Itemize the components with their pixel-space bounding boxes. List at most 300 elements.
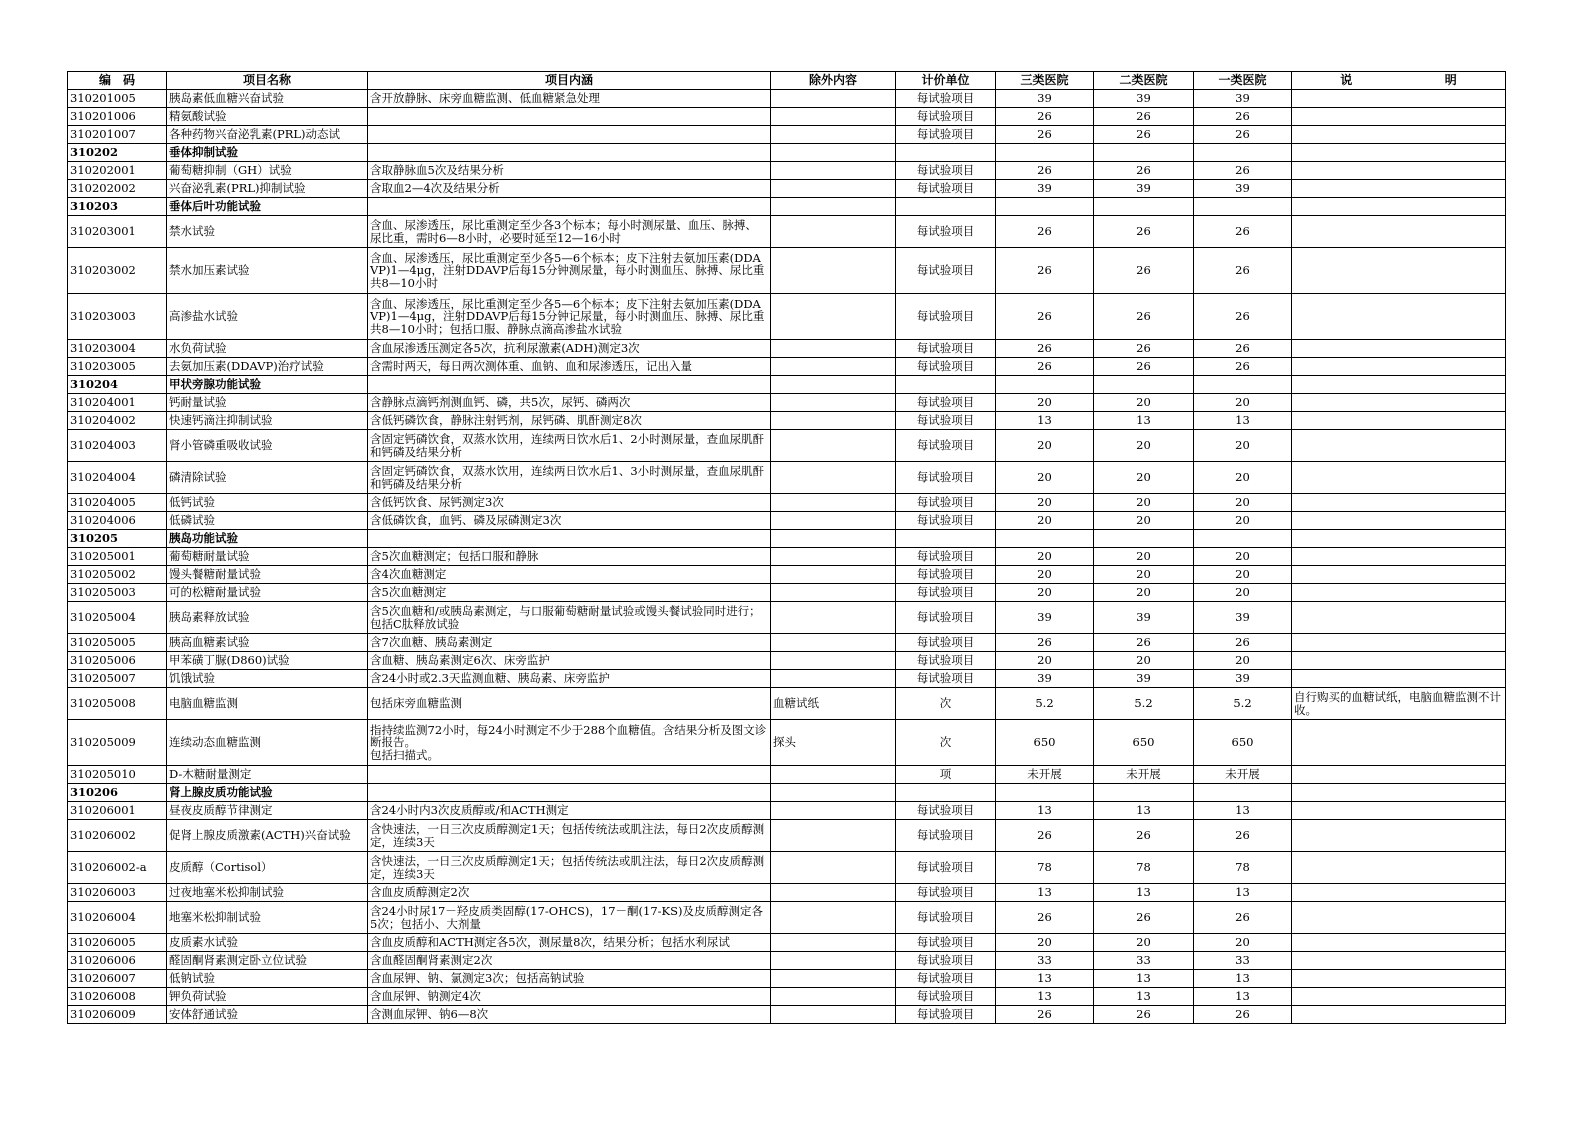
cell-code: 310205001 (68, 548, 167, 566)
cell-name: 醛固酮肾素测定卧立位试验 (167, 952, 368, 970)
header-class1-hospital: 一类医院 (1194, 72, 1292, 90)
cell-note (1292, 952, 1506, 970)
table-row (68, 494, 1506, 512)
cell-class2-price: 13 (1094, 802, 1194, 820)
empty-cell (1094, 144, 1194, 162)
cell-content: 含5次血糖和/或胰岛素测定，与口服葡萄糖耐量试验或馒头餐试验同时进行；包括C肽释放试验 (368, 602, 771, 634)
table-row (68, 584, 1506, 602)
cell-class1-price: 39 (1194, 670, 1292, 688)
cell-code: 310205007 (68, 670, 167, 688)
cell-except (771, 766, 896, 784)
cell-class3-price: 26 (996, 340, 1094, 358)
cell-name: 低磷试验 (167, 512, 368, 530)
cell-unit: 每试验项目 (896, 494, 996, 512)
cell-unit: 每试验项目 (896, 566, 996, 584)
cell-except (771, 584, 896, 602)
cell-class1-price: 20 (1194, 934, 1292, 952)
cell-note (1292, 634, 1506, 652)
table-body (68, 90, 1506, 1024)
cell-content (368, 108, 771, 126)
cell-class2-price: 39 (1094, 670, 1194, 688)
cell-class3-price: 5.2 (996, 688, 1094, 720)
cell-class1-price: 20 (1194, 394, 1292, 412)
empty-cell (896, 144, 996, 162)
cell-except: 血糖试纸 (771, 688, 896, 720)
empty-cell (996, 784, 1094, 802)
cell-except (771, 340, 896, 358)
cell-class1-price: 20 (1194, 462, 1292, 494)
cell-code: 310204002 (68, 412, 167, 430)
cell-content: 含开放静脉、床旁血糖监测、低血糖紧急处理 (368, 90, 771, 108)
cell-name: 地塞米松抑制试验 (167, 902, 368, 934)
cell-note (1292, 358, 1506, 376)
cell-class1-price: 650 (1194, 720, 1292, 766)
cell-code: 310203003 (68, 294, 167, 340)
cell-class2-price: 650 (1094, 720, 1194, 766)
cell-class3-price: 20 (996, 494, 1094, 512)
cell-name: 甲苯磺丁脲(D860)试验 (167, 652, 368, 670)
cell-note (1292, 652, 1506, 670)
cell-class2-price: 13 (1094, 970, 1194, 988)
table-row (68, 602, 1506, 634)
cell-class2-price: 26 (1094, 358, 1194, 376)
cell-class1-price: 26 (1194, 162, 1292, 180)
cell-class1-price: 39 (1194, 90, 1292, 108)
cell-content: 含血、尿渗透压，尿比重测定至少各5—6个标本；皮下注射去氨加压素(DDAVP)1—4μg，注射DDAVP后每15分钟记尿量，每小时测血压、脉搏、尿比重共8—10小时；包括口服、静脉点滴高渗盐水试验 (368, 294, 771, 340)
cell-unit: 每试验项目 (896, 340, 996, 358)
cell-except (771, 884, 896, 902)
cell-class2-price: 26 (1094, 294, 1194, 340)
cell-unit: 每试验项目 (896, 162, 996, 180)
cell-class2-price: 20 (1094, 512, 1194, 530)
cell-except (771, 512, 896, 530)
cell-name: 连续动态血糖监测 (167, 720, 368, 766)
cell-note (1292, 340, 1506, 358)
table-row (68, 720, 1506, 766)
cell-code: 310205002 (68, 566, 167, 584)
cell-unit: 项 (896, 766, 996, 784)
cell-unit: 每试验项目 (896, 394, 996, 412)
table-row (68, 90, 1506, 108)
cell-class3-price: 26 (996, 216, 1094, 248)
empty-cell (368, 376, 771, 394)
cell-class3-price: 78 (996, 852, 1094, 884)
cell-content: 含固定钙磷饮食，双蒸水饮用，连续两日饮水后1、2小时测尿量，查血尿肌酐和钙磷及结果分析 (368, 430, 771, 462)
cell-note (1292, 462, 1506, 494)
cell-code: 310206007 (68, 970, 167, 988)
table-row (68, 820, 1506, 852)
cell-note (1292, 548, 1506, 566)
cell-except (771, 852, 896, 884)
cell-class3-price: 26 (996, 1006, 1094, 1024)
cell-name: 促肾上腺皮质激素(ACTH)兴奋试验 (167, 820, 368, 852)
cell-unit: 每试验项目 (896, 248, 996, 294)
header-name: 项目名称 (167, 72, 368, 90)
cell-class2-price: 26 (1094, 216, 1194, 248)
cell-unit: 每试验项目 (896, 670, 996, 688)
table-row (68, 358, 1506, 376)
table-row (68, 216, 1506, 248)
cell-content: 含取血2—4次及结果分析 (368, 180, 771, 198)
table-row (68, 394, 1506, 412)
section-row (68, 530, 1506, 548)
cell-class3-price: 20 (996, 462, 1094, 494)
cell-note (1292, 584, 1506, 602)
cell-class1-price: 26 (1194, 902, 1292, 934)
cell-class1-price: 13 (1194, 802, 1292, 820)
cell-class3-price: 20 (996, 934, 1094, 952)
cell-name: 水负荷试验 (167, 340, 368, 358)
cell-class3-price: 39 (996, 180, 1094, 198)
empty-cell (996, 144, 1094, 162)
cell-unit: 每试验项目 (896, 126, 996, 144)
cell-except (771, 602, 896, 634)
cell-class3-price: 13 (996, 412, 1094, 430)
cell-unit: 每试验项目 (896, 358, 996, 376)
empty-cell (1094, 376, 1194, 394)
cell-class3-price: 20 (996, 584, 1094, 602)
header-row (68, 72, 1506, 90)
cell-code: 310204005 (68, 494, 167, 512)
cell-content (368, 126, 771, 144)
cell-except (771, 294, 896, 340)
cell-name: 饥饿试验 (167, 670, 368, 688)
empty-cell (771, 530, 896, 548)
empty-cell (771, 144, 896, 162)
cell-class1-price: 33 (1194, 952, 1292, 970)
cell-class1-price: 39 (1194, 602, 1292, 634)
section-code: 310203 (68, 198, 167, 216)
cell-name: 过夜地塞米松抑制试验 (167, 884, 368, 902)
table-row (68, 652, 1506, 670)
cell-class1-price: 13 (1194, 412, 1292, 430)
table-row (68, 430, 1506, 462)
empty-cell (368, 198, 771, 216)
cell-class3-price: 26 (996, 634, 1094, 652)
cell-name: 高渗盐水试验 (167, 294, 368, 340)
cell-except (771, 430, 896, 462)
section-title: 垂体抑制试验 (167, 144, 368, 162)
cell-unit: 每试验项目 (896, 512, 996, 530)
cell-except (771, 216, 896, 248)
cell-code: 310205006 (68, 652, 167, 670)
cell-content: 含血、尿渗透压，尿比重测定至少各3个标本；每小时测尿量、血压、脉搏、尿比重，需时6—8小时，必要时延至12—16小时 (368, 216, 771, 248)
cell-name: 胰高血糖素试验 (167, 634, 368, 652)
cell-code: 310202002 (68, 180, 167, 198)
cell-unit: 每试验项目 (896, 90, 996, 108)
cell-unit: 每试验项目 (896, 970, 996, 988)
cell-unit: 每试验项目 (896, 216, 996, 248)
cell-except (771, 802, 896, 820)
cell-note (1292, 884, 1506, 902)
cell-class1-price: 20 (1194, 652, 1292, 670)
cell-class3-price: 26 (996, 902, 1094, 934)
cell-name: 胰岛素释放试验 (167, 602, 368, 634)
cell-name: 肾小管磷重吸收试验 (167, 430, 368, 462)
empty-cell (771, 198, 896, 216)
cell-code: 310206009 (68, 1006, 167, 1024)
cell-note (1292, 566, 1506, 584)
price-table (67, 71, 1506, 1024)
cell-unit: 次 (896, 720, 996, 766)
cell-except (771, 108, 896, 126)
cell-class1-price: 26 (1194, 634, 1292, 652)
cell-name: 兴奋泌乳素(PRL)抑制试验 (167, 180, 368, 198)
cell-class1-price: 20 (1194, 512, 1292, 530)
cell-class2-price: 13 (1094, 412, 1194, 430)
cell-note (1292, 180, 1506, 198)
table-row (68, 688, 1506, 720)
empty-cell (996, 530, 1094, 548)
cell-note (1292, 294, 1506, 340)
empty-cell (1194, 530, 1292, 548)
cell-class1-price: 20 (1194, 548, 1292, 566)
cell-class1-price: 26 (1194, 126, 1292, 144)
table-row (68, 952, 1506, 970)
cell-code: 310206002 (68, 820, 167, 852)
cell-except (771, 970, 896, 988)
table-row (68, 670, 1506, 688)
cell-note (1292, 602, 1506, 634)
empty-cell (1292, 784, 1506, 802)
cell-unit: 每试验项目 (896, 802, 996, 820)
cell-except (771, 180, 896, 198)
cell-unit: 每试验项目 (896, 584, 996, 602)
cell-name: 馒头餐糖耐量试验 (167, 566, 368, 584)
cell-name: 精氨酸试验 (167, 108, 368, 126)
cell-content: 含静脉点滴钙剂测血钙、磷，共5次，尿钙、磷两次 (368, 394, 771, 412)
cell-class3-price: 650 (996, 720, 1094, 766)
cell-note (1292, 934, 1506, 952)
cell-name: 昼夜皮质醇节律测定 (167, 802, 368, 820)
table-row (68, 462, 1506, 494)
cell-class2-price: 20 (1094, 652, 1194, 670)
cell-class1-price: 39 (1194, 180, 1292, 198)
cell-except (771, 90, 896, 108)
empty-cell (896, 376, 996, 394)
cell-content: 含血醛固酮肾素测定2次 (368, 952, 771, 970)
cell-content: 指持续监测72小时，每24小时测定不少于288个血糖值。含结果分析及图文诊断报告。 包括扫描式。 (368, 720, 771, 766)
cell-except: 探头 (771, 720, 896, 766)
cell-class3-price: 20 (996, 566, 1094, 584)
cell-class3-price: 13 (996, 884, 1094, 902)
cell-code: 310204001 (68, 394, 167, 412)
cell-class2-price: 20 (1094, 462, 1194, 494)
cell-content: 含血皮质醇和ACTH测定各5次，测尿量8次，结果分析；包括水利尿试 (368, 934, 771, 952)
empty-cell (368, 144, 771, 162)
cell-name: 禁水加压素试验 (167, 248, 368, 294)
cell-class1-price: 20 (1194, 584, 1292, 602)
cell-note (1292, 720, 1506, 766)
cell-class3-price: 39 (996, 90, 1094, 108)
cell-note (1292, 1006, 1506, 1024)
table-row (68, 512, 1506, 530)
cell-class1-price: 20 (1194, 430, 1292, 462)
cell-except (771, 126, 896, 144)
cell-name: 电脑血糖监测 (167, 688, 368, 720)
empty-cell (1292, 144, 1506, 162)
cell-except (771, 1006, 896, 1024)
cell-class2-price: 20 (1094, 584, 1194, 602)
cell-unit: 每试验项目 (896, 180, 996, 198)
table-row (68, 766, 1506, 784)
cell-class3-price: 20 (996, 394, 1094, 412)
header-note-char-2: 明 (1444, 73, 1457, 88)
empty-cell (996, 198, 1094, 216)
cell-class2-price: 26 (1094, 108, 1194, 126)
cell-except (771, 934, 896, 952)
header-unit: 计价单位 (896, 72, 996, 90)
cell-content: 含4次血糖测定 (368, 566, 771, 584)
cell-except (771, 394, 896, 412)
cell-name: 胰岛素低血糖兴奋试验 (167, 90, 368, 108)
cell-class3-price: 26 (996, 162, 1094, 180)
cell-except (771, 670, 896, 688)
cell-class2-price: 26 (1094, 902, 1194, 934)
cell-class2-price: 13 (1094, 988, 1194, 1006)
cell-class3-price: 26 (996, 294, 1094, 340)
table-row (68, 248, 1506, 294)
cell-class2-price: 26 (1094, 820, 1194, 852)
cell-class2-price: 26 (1094, 162, 1194, 180)
cell-class3-price: 39 (996, 602, 1094, 634)
cell-code: 310201006 (68, 108, 167, 126)
cell-content: 含测血尿钾、钠6—8次 (368, 1006, 771, 1024)
cell-class1-price: 26 (1194, 216, 1292, 248)
cell-code: 310202001 (68, 162, 167, 180)
cell-except (771, 634, 896, 652)
cell-unit: 每试验项目 (896, 820, 996, 852)
cell-code: 310205005 (68, 634, 167, 652)
cell-note (1292, 670, 1506, 688)
cell-class2-price: 20 (1094, 494, 1194, 512)
cell-class2-price: 20 (1094, 566, 1194, 584)
cell-code: 310205009 (68, 720, 167, 766)
cell-note (1292, 494, 1506, 512)
cell-note (1292, 852, 1506, 884)
cell-except (771, 652, 896, 670)
cell-class3-price: 13 (996, 802, 1094, 820)
cell-class2-price: 33 (1094, 952, 1194, 970)
cell-note (1292, 394, 1506, 412)
cell-class2-price: 26 (1094, 248, 1194, 294)
cell-name: 钙耐量试验 (167, 394, 368, 412)
cell-content (368, 766, 771, 784)
cell-code: 310206001 (68, 802, 167, 820)
cell-class3-price: 26 (996, 126, 1094, 144)
cell-class2-price: 20 (1094, 394, 1194, 412)
cell-content: 含5次血糖测定；包括口服和静脉 (368, 548, 771, 566)
cell-except (771, 548, 896, 566)
table-row (68, 108, 1506, 126)
cell-note (1292, 430, 1506, 462)
empty-cell (771, 376, 896, 394)
cell-class1-price: 5.2 (1194, 688, 1292, 720)
empty-cell (1292, 376, 1506, 394)
cell-unit: 每试验项目 (896, 548, 996, 566)
cell-except (771, 494, 896, 512)
table-row (68, 988, 1506, 1006)
section-title: 胰岛功能试验 (167, 530, 368, 548)
cell-except (771, 566, 896, 584)
cell-code: 310206002-a (68, 852, 167, 884)
cell-class3-price: 13 (996, 970, 1094, 988)
cell-class1-price: 13 (1194, 988, 1292, 1006)
cell-content: 含5次血糖测定 (368, 584, 771, 602)
table-row (68, 902, 1506, 934)
cell-note (1292, 216, 1506, 248)
cell-class1-price: 未开展 (1194, 766, 1292, 784)
cell-class2-price: 26 (1094, 1006, 1194, 1024)
cell-content: 包括床旁血糖监测 (368, 688, 771, 720)
cell-code: 310206008 (68, 988, 167, 1006)
cell-code: 310201005 (68, 90, 167, 108)
cell-class2-price: 5.2 (1094, 688, 1194, 720)
cell-class3-price: 26 (996, 358, 1094, 376)
cell-code: 310205003 (68, 584, 167, 602)
cell-class2-price: 39 (1094, 90, 1194, 108)
empty-cell (1194, 784, 1292, 802)
cell-unit: 每试验项目 (896, 852, 996, 884)
cell-content: 含血、尿渗透压，尿比重测定至少各5—6个标本；皮下注射去氨加压素(DDAVP)1—4μg，注射DDAVP后每15分钟测尿量，每小时测血压、脉搏、尿比重共8—10小时 (368, 248, 771, 294)
cell-note (1292, 248, 1506, 294)
cell-class1-price: 26 (1194, 358, 1292, 376)
cell-code: 310203005 (68, 358, 167, 376)
cell-content: 含24小时内3次皮质醇或/和ACTH测定 (368, 802, 771, 820)
section-title: 甲状旁腺功能试验 (167, 376, 368, 394)
header-except: 除外内容 (771, 72, 896, 90)
cell-except (771, 988, 896, 1006)
cell-content: 含低钙磷饮食，静脉注射钙剂，尿钙磷、肌酐测定8次 (368, 412, 771, 430)
cell-except (771, 462, 896, 494)
table-row (68, 180, 1506, 198)
cell-name: 皮质醇（Cortisol） (167, 852, 368, 884)
cell-note (1292, 902, 1506, 934)
table-row (68, 340, 1506, 358)
cell-content: 含快速法，一日三次皮质醇测定1天；包括传统法或肌注法，每日2次皮质醇测定，连续3天 (368, 820, 771, 852)
cell-class1-price: 13 (1194, 884, 1292, 902)
cell-note (1292, 766, 1506, 784)
cell-note (1292, 820, 1506, 852)
cell-code: 310201007 (68, 126, 167, 144)
cell-content: 含24小时尿17－羟皮质类固醇(17-OHCS)，17－酮(17-KS)及皮质醇测定各5次；包括小、大剂量 (368, 902, 771, 934)
cell-content: 含血尿钾、钠、氯测定3次；包括高钠试验 (368, 970, 771, 988)
empty-cell (1094, 784, 1194, 802)
empty-cell (996, 376, 1094, 394)
cell-unit: 每试验项目 (896, 294, 996, 340)
cell-content: 含低钙饮食、尿钙测定3次 (368, 494, 771, 512)
cell-class2-price: 26 (1094, 634, 1194, 652)
cell-class1-price: 26 (1194, 294, 1292, 340)
table-row (68, 802, 1506, 820)
empty-cell (896, 530, 996, 548)
cell-class1-price: 26 (1194, 340, 1292, 358)
section-code: 310205 (68, 530, 167, 548)
cell-content: 含低磷饮食，血钙、磷及尿磷测定3次 (368, 512, 771, 530)
cell-except (771, 902, 896, 934)
cell-class3-price: 20 (996, 652, 1094, 670)
section-row (68, 198, 1506, 216)
cell-code: 310203004 (68, 340, 167, 358)
cell-code: 310206005 (68, 934, 167, 952)
cell-except (771, 162, 896, 180)
section-code: 310204 (68, 376, 167, 394)
cell-name: 各种药物兴奋泌乳素(PRL)动态试 (167, 126, 368, 144)
cell-unit: 每试验项目 (896, 902, 996, 934)
cell-note: 自行购买的血糖试纸，电脑血糖监测不计收。 (1292, 688, 1506, 720)
cell-name: 快速钙滴注抑制试验 (167, 412, 368, 430)
cell-unit: 每试验项目 (896, 462, 996, 494)
